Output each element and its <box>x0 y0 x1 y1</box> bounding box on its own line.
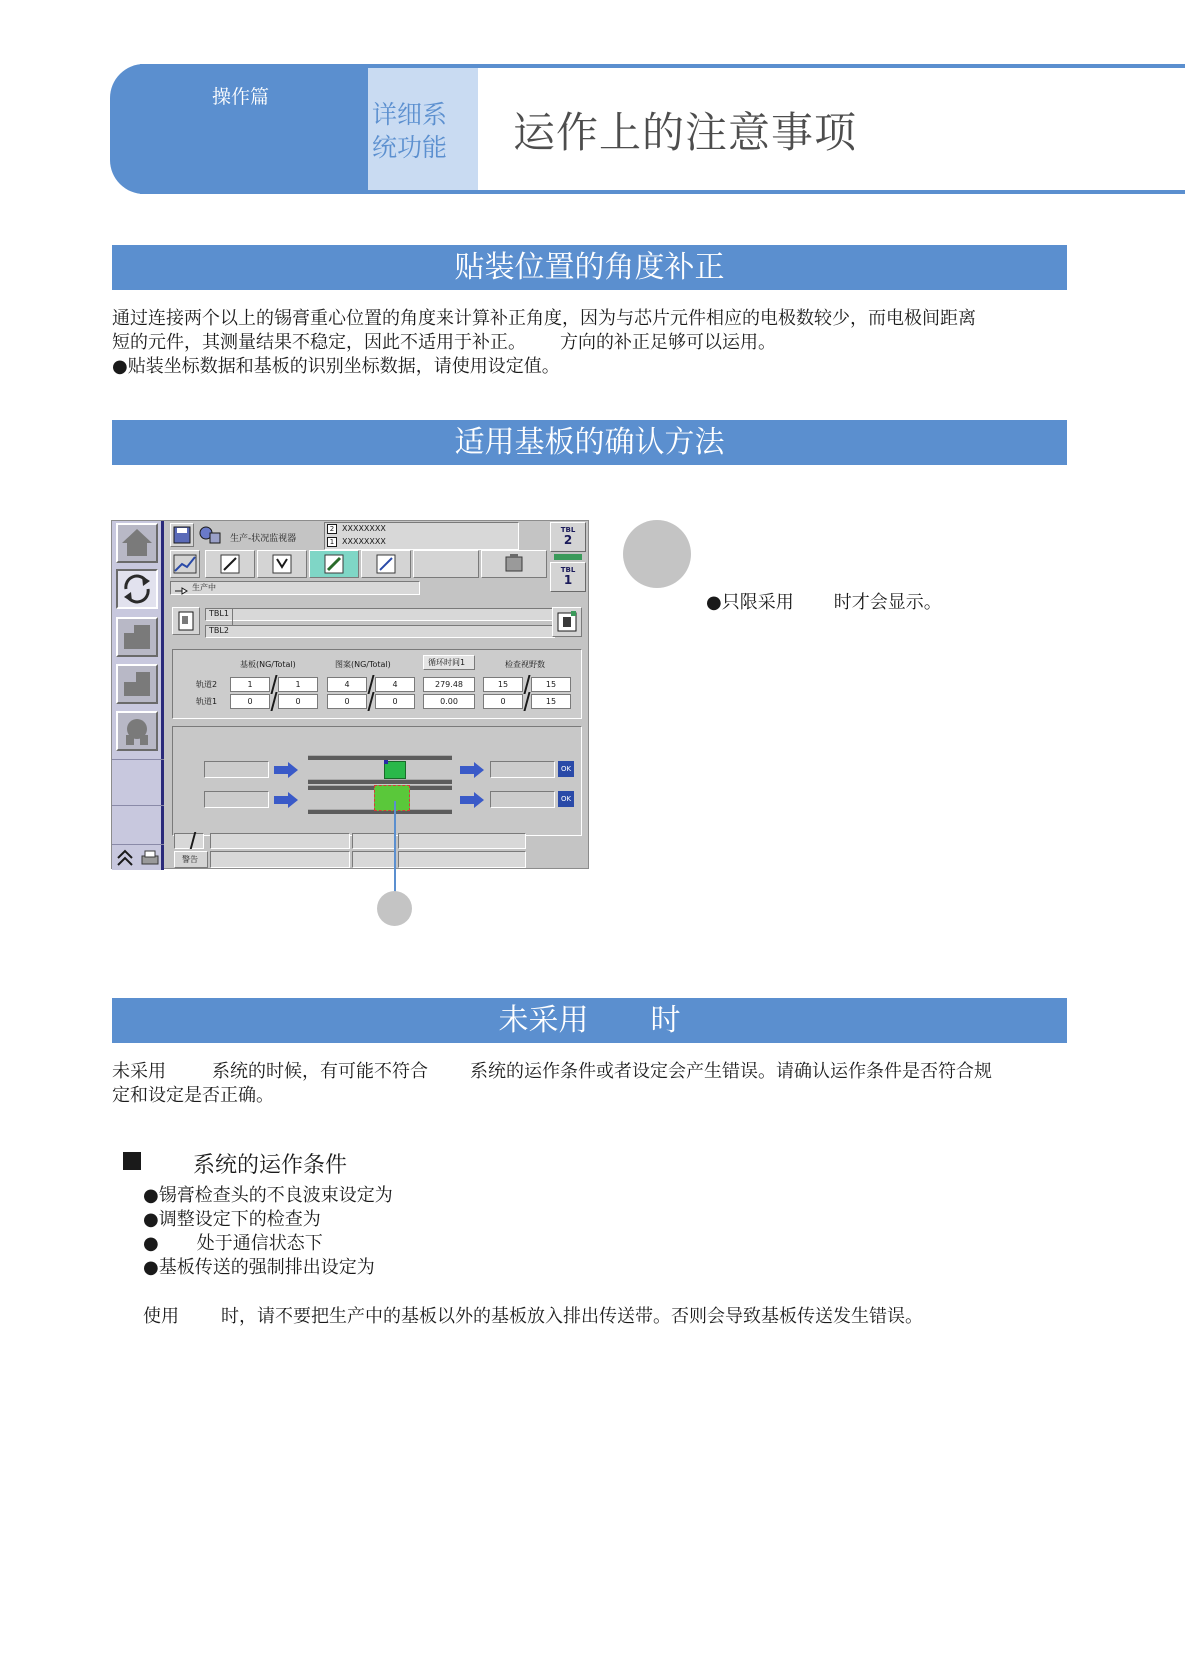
header-subsection: 详细系 统功能 <box>372 100 448 162</box>
lane1-cycle-time: 0.00 <box>423 694 475 709</box>
lane2-board-total: 1 <box>278 677 318 692</box>
setup-icon[interactable] <box>116 664 158 704</box>
file-name-1: XXXXXXXX <box>342 537 386 546</box>
col-pattern-header: 图案(NG/Total) <box>335 660 391 669</box>
maintenance-icon[interactable] <box>116 711 158 751</box>
blank-tool-button[interactable] <box>413 550 479 578</box>
lane2-board-marker <box>384 760 388 764</box>
lane2-fov-total: 15 <box>531 677 571 692</box>
table-2-button[interactable]: TBL 2 <box>550 522 586 552</box>
usage-note: 使用 时，请不要把生产中的基板以外的基板放入排出传送带。否则会导致基板传送发生错误。 <box>143 1306 923 1327</box>
lane1-in-arrow-icon <box>272 791 300 809</box>
tbl2-row <box>205 625 555 638</box>
callout-connector <box>394 801 396 893</box>
hand-icon <box>174 582 188 594</box>
measure-icon[interactable] <box>257 550 307 578</box>
sidebar-separator <box>112 805 164 806</box>
lane1-in-field <box>204 791 269 808</box>
alarm-counter <box>174 833 204 849</box>
tbl1-label: TBL1 <box>209 609 229 618</box>
file-icon-1: 1 <box>327 537 337 547</box>
board-count-icon[interactable] <box>552 607 582 637</box>
printer-icon[interactable] <box>139 848 161 868</box>
page-title: 运作上的注意事项 <box>513 108 858 157</box>
monitor-icon <box>196 523 224 547</box>
lane2-rail-bottom <box>308 779 452 784</box>
window-title: 生产-状况监视器 <box>230 534 297 544</box>
section-heading-board-check: 适用基板的确认方法 <box>112 420 1067 465</box>
graph-icon[interactable] <box>170 550 200 578</box>
save-icon[interactable] <box>170 523 194 547</box>
tbl2-label: TBL2 <box>209 626 229 635</box>
lane1-pattern-total: 0 <box>375 694 415 709</box>
lane2-ok-badge: OK <box>558 761 574 777</box>
alarm-label: 警告 <box>182 855 198 864</box>
section1-bullet: ●贴装坐标数据和基板的识别坐标数据，请使用设定值。 <box>112 356 560 377</box>
col-board-header: 基板(NG/Total) <box>240 660 296 669</box>
message-field <box>352 833 396 849</box>
pattern-icon[interactable] <box>361 550 411 578</box>
row-lane1-label: 轨道1 <box>196 697 218 706</box>
board-detail-icon[interactable] <box>172 607 200 635</box>
lane1-board-ng: 0 <box>230 694 270 709</box>
file-name-2: XXXXXXXX <box>342 524 386 533</box>
square-bullet <box>123 1152 141 1170</box>
row-lane2-label: 轨道2 <box>196 680 218 689</box>
scroll-up-icon[interactable] <box>115 848 135 868</box>
inspection-icon[interactable] <box>205 550 255 578</box>
layout-icon[interactable] <box>481 550 547 578</box>
message-field <box>210 833 350 849</box>
callout-marker-1 <box>623 520 691 588</box>
col-cycle-header: 循环时间1 <box>428 658 466 667</box>
col-fov-header: 检查视野数 <box>505 660 545 669</box>
lane2-in-arrow-icon <box>272 761 300 779</box>
callout-note: ●只限采用 时才会显示。 <box>706 592 942 613</box>
lane2-out-arrow-icon <box>458 761 486 779</box>
table-indicator <box>554 554 582 560</box>
section-heading-not-used: 未采用 时 <box>112 998 1067 1043</box>
message-field <box>398 833 526 849</box>
lane2-pattern-total: 4 <box>375 677 415 692</box>
production-cycle-icon[interactable] <box>116 569 158 609</box>
lane2-cycle-time: 279.48 <box>423 677 475 692</box>
lane1-ok-badge: OK <box>558 791 574 807</box>
lane2-fov-ng: 15 <box>483 677 523 692</box>
lane1-board-selected <box>374 785 410 811</box>
status-monitor-screenshot <box>111 520 589 869</box>
tbl1-row <box>205 608 555 621</box>
lane1-out-field <box>490 791 555 808</box>
lane1-out-arrow-icon <box>458 791 486 809</box>
condition-item: ●调整设定下的检查为 <box>143 1209 321 1230</box>
lane1-fov-total: 15 <box>531 694 571 709</box>
screen-sidebar <box>112 521 164 870</box>
condition-item: ● 处于通信状态下 <box>143 1233 323 1254</box>
lane2-out-field <box>490 761 555 778</box>
section3-para-line1: 未采用 系统的时候，有可能不符合 系统的运作条件或者设定会产生错误。请确认运作条件是否符合规 <box>112 1061 992 1082</box>
message-field <box>210 851 350 868</box>
sidebar-separator <box>112 844 164 845</box>
lane2-in-field <box>204 761 269 778</box>
section1-para-line2: 短的元件，其测量结果不稳定，因此不适用于补正。 方向的补正足够可以运用。 <box>112 332 776 353</box>
lane1-board-total: 0 <box>278 694 318 709</box>
table-1-button[interactable]: TBL 1 <box>550 562 586 592</box>
lane1-pattern-ng: 0 <box>327 694 367 709</box>
message-field <box>398 851 526 868</box>
lane2-pattern-ng: 4 <box>327 677 367 692</box>
home-icon[interactable] <box>116 523 158 563</box>
header-tab-label: 操作篇 <box>212 86 270 108</box>
message-field <box>352 851 396 868</box>
section1-para-line1: 通过连接两个以上的锡膏重心位置的角度来计算补正角度，因为与芯片元件相应的电极数较少，而电极间距离 <box>112 308 976 329</box>
section-heading-angle-correction: 贴装位置的角度补正 <box>112 245 1067 290</box>
data-edit-icon[interactable] <box>116 617 158 657</box>
status-text: 生产中 <box>192 583 216 592</box>
callout-marker-2 <box>377 891 412 926</box>
condition-item: ●锡膏检查头的不良波束设定为 <box>143 1185 393 1206</box>
operating-conditions-heading: 系统的运作条件 <box>193 1153 348 1178</box>
board-check-icon[interactable] <box>309 550 359 578</box>
section3-para-line2: 定和设定是否正确。 <box>112 1085 274 1106</box>
lane2-rail-top <box>308 755 452 760</box>
lane1-fov-ng: 0 <box>483 694 523 709</box>
condition-item: ●基板传送的强制排出设定为 <box>143 1257 375 1278</box>
file-icon-2: 2 <box>327 524 337 534</box>
lane2-board-ng: 1 <box>230 677 270 692</box>
sidebar-separator <box>112 759 164 760</box>
